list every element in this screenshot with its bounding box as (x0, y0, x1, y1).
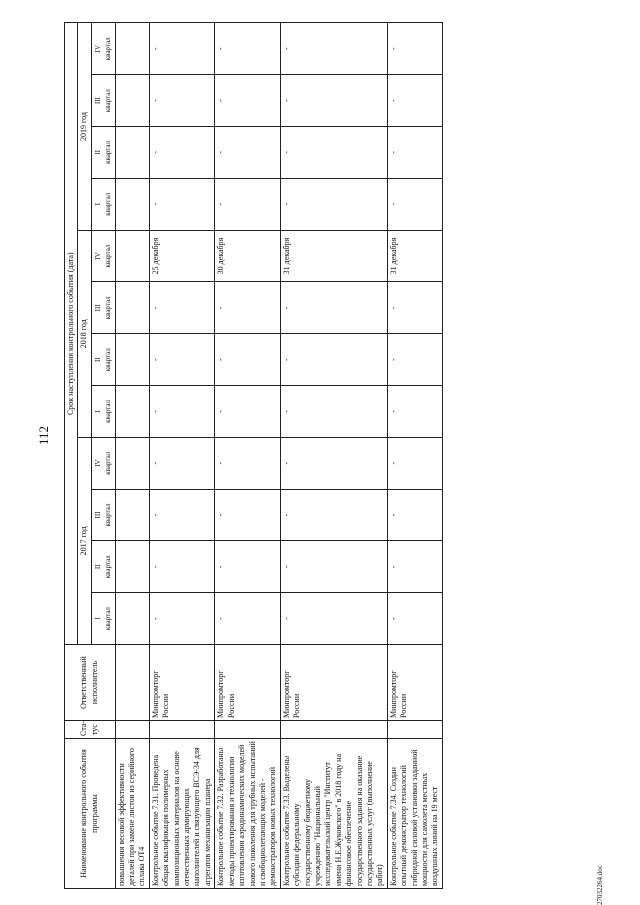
date-cell: - (280, 593, 387, 645)
control-events-table (64, 22, 443, 889)
header-quarter (91, 282, 115, 334)
date-cell (115, 437, 149, 489)
date-cell (115, 230, 149, 282)
date-cell (115, 282, 149, 334)
date-cell (115, 386, 149, 438)
date-cell: - (149, 127, 214, 179)
quarter-word: квартал (104, 37, 113, 61)
date-cell (115, 127, 149, 179)
quarter-number: IV (93, 45, 102, 53)
date-cell: - (149, 593, 214, 645)
date-cell: - (280, 386, 387, 438)
rotated-table-container (64, 23, 566, 889)
date-cell: - (149, 23, 214, 75)
date-cell: - (387, 334, 442, 386)
header-quarter (91, 386, 115, 438)
event-status (149, 721, 214, 739)
event-responsible: Минпромторг России (280, 645, 387, 721)
header-status: Ста-тус (65, 721, 116, 739)
quarter-number: IV (93, 459, 102, 467)
event-status (215, 721, 280, 739)
date-cell: - (280, 334, 387, 386)
date-cell: - (280, 282, 387, 334)
event-name: Контрольное событие 7.32. Разработаны методы проектирования и технологии изготовления аэродинамических моделей нового поколения для трубных испытаний и свободнолетающих моделей - демонстраторов новых технологий (215, 739, 280, 889)
date-cell: - (215, 386, 280, 438)
date-cell: - (387, 178, 442, 230)
date-cell: - (149, 541, 214, 593)
event-status (280, 721, 387, 739)
event-status (115, 721, 149, 739)
date-cell: - (387, 489, 442, 541)
table-row (149, 23, 214, 889)
event-responsible: Минпромторг России (149, 645, 214, 721)
date-cell: - (149, 437, 214, 489)
header-quarter (91, 541, 115, 593)
header-quarter (91, 437, 115, 489)
date-cell: - (215, 593, 280, 645)
date-cell: - (149, 282, 214, 334)
date-cell: - (280, 541, 387, 593)
date-cell: - (387, 437, 442, 489)
date-cell: - (387, 75, 442, 127)
quarter-number: IV (93, 252, 102, 260)
date-cell: - (280, 437, 387, 489)
date-cell: 25 декабря (149, 230, 214, 282)
event-name: повышения весовой эффективности деталей при замене листов из серийного сплава ОТ4 (115, 739, 149, 889)
date-cell: - (387, 23, 442, 75)
header-quarter (91, 127, 115, 179)
date-cell: - (215, 437, 280, 489)
header-quarter (91, 334, 115, 386)
date-cell (115, 23, 149, 75)
event-name: Контрольное событие 7.34. Создан опытный демонстратор технологий гибридной силовой установки заданной мощности для самолета местных воздушных линий на 19 мест (387, 739, 442, 889)
event-responsible: Минпромторг России (387, 645, 442, 721)
date-cell: - (215, 23, 280, 75)
date-cell: 31 декабря (387, 230, 442, 282)
quarter-word: квартал (104, 503, 113, 527)
quarter-word: квартал (104, 399, 113, 423)
header-row-1 (65, 23, 78, 889)
date-cell: - (149, 386, 214, 438)
header-quarter (91, 23, 115, 75)
date-cell (115, 334, 149, 386)
date-cell: - (215, 541, 280, 593)
date-cell: - (280, 23, 387, 75)
quarter-word: квартал (104, 451, 113, 475)
header-quarter (91, 489, 115, 541)
date-cell: 30 декабря (215, 230, 280, 282)
date-cell: - (215, 127, 280, 179)
date-cell: - (280, 489, 387, 541)
date-cell: - (215, 178, 280, 230)
date-cell: - (149, 178, 214, 230)
date-cell: - (387, 541, 442, 593)
quarter-number: III (93, 511, 102, 519)
quarter-number: III (93, 97, 102, 105)
quarter-number: I (93, 617, 102, 620)
table-row (215, 23, 280, 889)
header-dates: Срок наступления контрольного события (дата) (65, 23, 78, 645)
quarter-word: квартал (104, 607, 113, 631)
date-cell (115, 75, 149, 127)
header-quarter (91, 75, 115, 127)
quarter-word: квартал (104, 192, 113, 216)
quarter-number: II (93, 357, 102, 362)
quarter-number: I (93, 203, 102, 206)
quarter-word: квартал (104, 140, 113, 164)
header-quarter (91, 230, 115, 282)
date-cell (115, 593, 149, 645)
quarter-word: квартал (104, 296, 113, 320)
event-responsible (115, 645, 149, 721)
event-name: Контрольное событие 7.33. Выделены субсидии федеральному государственному бюджетному учреждению "Национальный исследовательский центр "Институт имени Н.Е.Жуковского" в 2018 году на финансовое обеспечение государственного задания на оказание государственных услуг (выполнение работ) (280, 739, 387, 889)
date-cell: - (387, 282, 442, 334)
quarter-word: квартал (104, 555, 113, 579)
date-cell: 31 декабря (280, 230, 387, 282)
header-year-2019: 2019 год (78, 23, 91, 230)
date-cell: - (387, 593, 442, 645)
header-year-2017: 2017 год (78, 437, 91, 644)
quarter-word: квартал (104, 244, 113, 268)
quarter-number: II (93, 150, 102, 155)
date-cell: - (215, 282, 280, 334)
quarter-word: квартал (104, 89, 113, 113)
event-responsible: Минпромторг России (215, 645, 280, 721)
date-cell (115, 178, 149, 230)
event-name: Контрольное событие 7.31. Проведена общая квалификация полимерных композиционных материалов на основе отечественных армирующих наполнителей и связующего ВСЭ-34 для агрегатов механизации планера (149, 739, 214, 889)
date-cell: - (215, 75, 280, 127)
event-status (387, 721, 442, 739)
date-cell: - (387, 386, 442, 438)
page-number: 112 (36, 425, 51, 445)
header-responsible: Ответственный исполнитель (65, 645, 116, 721)
date-cell: - (280, 178, 387, 230)
date-cell: - (149, 334, 214, 386)
header-name: Наименование контрольного события программы (65, 739, 116, 889)
table-row (387, 23, 442, 889)
header-quarter (91, 178, 115, 230)
header-quarter (91, 593, 115, 645)
quarter-number: II (93, 564, 102, 570)
date-cell: - (280, 127, 387, 179)
date-cell: - (149, 75, 214, 127)
header-year-2018: 2018 год (78, 230, 91, 437)
table-row (115, 23, 149, 889)
document-footer: 27032264.doc (596, 865, 604, 905)
date-cell (115, 541, 149, 593)
quarter-word: квартал (104, 348, 113, 372)
table-row (280, 23, 387, 889)
quarter-number: III (93, 304, 102, 312)
quarter-number: I (93, 410, 102, 413)
date-cell: - (387, 127, 442, 179)
date-cell (115, 489, 149, 541)
date-cell: - (215, 334, 280, 386)
date-cell: - (280, 75, 387, 127)
date-cell: - (149, 489, 214, 541)
date-cell: - (215, 489, 280, 541)
